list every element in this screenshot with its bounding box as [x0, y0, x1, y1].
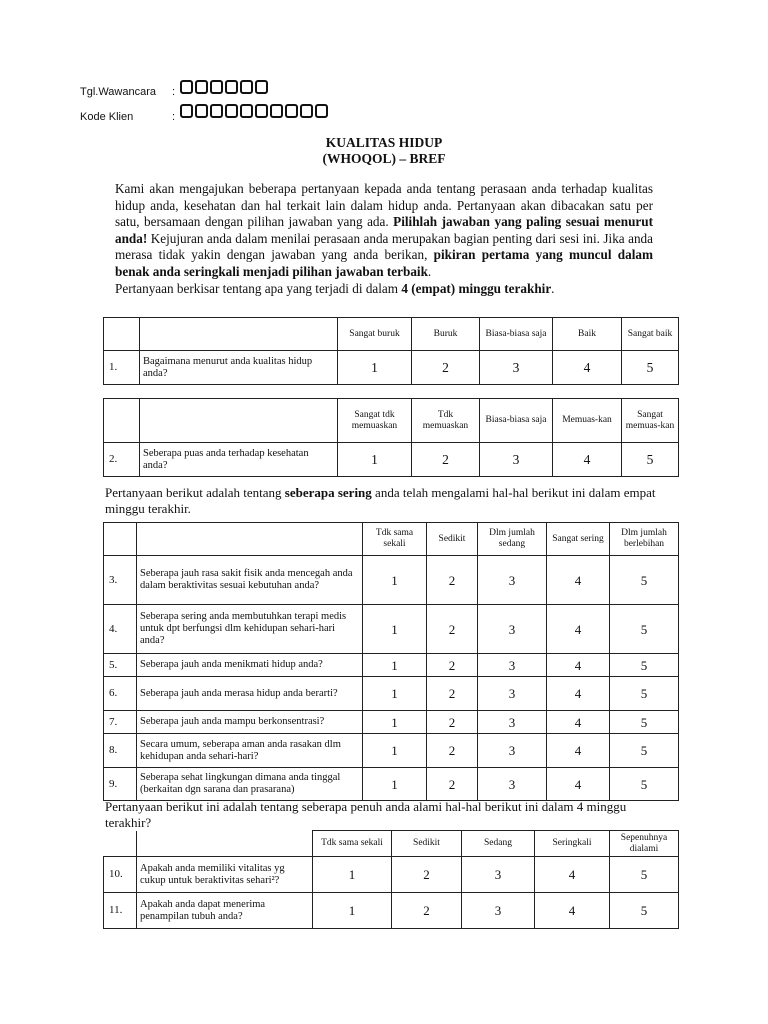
options-header-row: [104, 831, 679, 857]
answer-option[interactable]: 1: [363, 677, 427, 711]
code-box[interactable]: [180, 104, 193, 118]
option-label: Sedang: [462, 831, 535, 857]
question-table-4: [103, 830, 679, 929]
option-label: Baik: [553, 318, 622, 351]
answer-option[interactable]: 2: [427, 556, 478, 605]
question-number: 11.: [104, 893, 137, 929]
note-text: anda telah mengalami hal-hal berikut ini dalam empat minggu terakhir.: [105, 485, 656, 516]
answer-option[interactable]: 2: [427, 711, 478, 734]
answer-option[interactable]: 2: [392, 893, 462, 929]
section-note-frequency: [105, 485, 665, 517]
code-box[interactable]: [315, 104, 328, 118]
option-label: Sangat memuas-kan: [622, 399, 679, 443]
question-number: 7.: [104, 711, 137, 734]
question-table-3: [103, 522, 679, 801]
question-row: [104, 893, 679, 929]
answer-option[interactable]: 5: [610, 711, 679, 734]
question-number: 5.: [104, 654, 137, 677]
answer-option[interactable]: 3: [478, 677, 547, 711]
options-header-row: [104, 523, 679, 556]
question-text: Apakah anda dapat menerima penampilan tubuh anda?: [137, 893, 313, 929]
note-text: Pertanyaan berikut adalah tentang: [105, 485, 285, 500]
empty-cell: [104, 399, 140, 443]
intro-text-part: .: [551, 280, 555, 296]
note-emphasis: seberapa sering: [284, 485, 372, 500]
option-label: Seringkali: [535, 831, 610, 857]
empty-cell: [137, 523, 363, 556]
option-label: Sangat buruk: [338, 318, 412, 351]
document-title: KUALITAS HIDUP: [325, 135, 443, 150]
question-number: 6.: [104, 677, 137, 711]
question-number: 10.: [104, 857, 137, 893]
empty-cell: [104, 523, 137, 556]
question-number: 1.: [104, 351, 140, 385]
answer-option[interactable]: 5: [622, 351, 679, 385]
question-text: Seberapa sehat lingkungan dimana anda tinggal (berkaitan dgn sarana dan prasarana): [137, 768, 363, 801]
option-label: Sedikit: [427, 523, 478, 556]
empty-cell: [104, 831, 137, 857]
answer-option[interactable]: 2: [427, 677, 478, 711]
answer-option[interactable]: 2: [427, 734, 478, 768]
empty-cell: [140, 399, 338, 443]
date-box[interactable]: [240, 80, 253, 94]
option-label: Dlm jumlah berlebihan: [610, 523, 679, 556]
date-box[interactable]: [180, 80, 193, 94]
code-box[interactable]: [225, 104, 238, 118]
question-row: [104, 351, 679, 385]
question-text: Seberapa jauh anda menikmati hidup anda?: [137, 654, 363, 677]
answer-option[interactable]: 3: [478, 556, 547, 605]
intro-emphasis: Pilihlah jawaban yang paling sesuai menurut anda!: [115, 214, 654, 246]
answer-option[interactable]: 5: [610, 857, 679, 893]
answer-option[interactable]: 5: [610, 677, 679, 711]
answer-option[interactable]: 5: [610, 556, 679, 605]
answer-option[interactable]: 5: [610, 654, 679, 677]
answer-option[interactable]: 1: [363, 768, 427, 801]
answer-option[interactable]: 3: [478, 734, 547, 768]
intro-text-part: Kami akan mengajukan beberapa pertanyaan kepada anda tentang perasaan anda terhadap kualitas hidup anda, kesehatan dan hal terkait lain dalam hidup anda. Pertanyaan akan dibacakan satu per satu, bersamaan dengan pilihan jawaban yang ada.: [115, 181, 653, 230]
answer-option[interactable]: 3: [462, 857, 535, 893]
option-label: Dlm jumlah sedang: [478, 523, 547, 556]
question-row: [104, 734, 679, 768]
answer-option[interactable]: 4: [547, 768, 610, 801]
empty-cell: [104, 318, 140, 351]
question-text: Bagaimana menurut anda kualitas hidup anda?: [140, 351, 338, 385]
answer-option[interactable]: 3: [478, 768, 547, 801]
answer-option[interactable]: 5: [610, 734, 679, 768]
intro-emphasis: 4 (empat) minggu terakhir: [401, 280, 552, 296]
answer-option[interactable]: 3: [478, 605, 547, 654]
answer-option[interactable]: 3: [480, 351, 553, 385]
date-box[interactable]: [255, 80, 268, 94]
empty-cell: [137, 831, 313, 857]
answer-option[interactable]: 1: [338, 443, 412, 477]
date-label: Tgl.Wawancara: [80, 86, 157, 98]
answer-option[interactable]: 4: [547, 711, 610, 734]
intro-period-note: [115, 281, 653, 298]
answer-option[interactable]: 4: [535, 893, 610, 929]
question-text: Seberapa jauh rasa sakit fisik anda mencegah anda dalam beraktivitas sesuai kebutuhan anda?: [137, 556, 363, 605]
question-number: 2.: [104, 443, 140, 477]
question-number: 8.: [104, 734, 137, 768]
option-label: Buruk: [412, 318, 480, 351]
answer-option[interactable]: 5: [622, 443, 679, 477]
answer-option[interactable]: 2: [392, 857, 462, 893]
answer-option[interactable]: 4: [547, 556, 610, 605]
question-text: Seberapa puas anda terhadap kesehatan anda?: [140, 443, 338, 477]
question-text: Seberapa jauh anda mampu berkonsentrasi?: [137, 711, 363, 734]
question-table-1: [103, 317, 679, 385]
option-label: Tdk sama sekali: [363, 523, 427, 556]
option-label: Tdk memuaskan: [412, 399, 480, 443]
answer-option[interactable]: 1: [313, 857, 392, 893]
client-code-label: Kode Klien: [80, 111, 134, 123]
answer-option[interactable]: 1: [363, 556, 427, 605]
intro-text-part: Pertanyaan berkisar tentang apa yang terjadi di dalam: [115, 280, 402, 296]
option-label: Sangat baik: [622, 318, 679, 351]
answer-option[interactable]: 4: [553, 443, 622, 477]
code-box[interactable]: [285, 104, 298, 118]
question-row: [104, 654, 679, 677]
answer-option[interactable]: 1: [363, 605, 427, 654]
date-box[interactable]: [225, 80, 238, 94]
answer-option[interactable]: 4: [535, 857, 610, 893]
document-subtitle: (WHOQOL) – BREF: [322, 151, 446, 166]
question-number: 9.: [104, 768, 137, 801]
options-header-row: [104, 399, 679, 443]
question-text: Seberapa sering anda membutuhkan terapi medis untuk dpt berfungsi dlm kehidupan sehari-hari anda?: [137, 605, 363, 654]
question-text: Apakah anda memiliki vitalitas yg cukup untuk beraktivitas sehari²?: [137, 857, 313, 893]
answer-option[interactable]: 2: [427, 654, 478, 677]
date-input-boxes[interactable]: [180, 80, 268, 94]
answer-option[interactable]: 2: [412, 443, 480, 477]
answer-option[interactable]: 1: [313, 893, 392, 929]
code-box[interactable]: [210, 104, 223, 118]
answer-option[interactable]: 4: [547, 677, 610, 711]
code-colon: :: [172, 111, 176, 123]
question-row: [104, 857, 679, 893]
answer-option[interactable]: 3: [478, 654, 547, 677]
answer-option[interactable]: 1: [363, 654, 427, 677]
answer-option[interactable]: 5: [610, 605, 679, 654]
option-label: Sangat tdk memuaskan: [338, 399, 412, 443]
date-box[interactable]: [210, 80, 223, 94]
answer-option[interactable]: 2: [427, 605, 478, 654]
answer-option[interactable]: 1: [338, 351, 412, 385]
answer-option[interactable]: 2: [427, 768, 478, 801]
option-label: Biasa-biasa saja: [480, 318, 553, 351]
client-code-input-boxes[interactable]: [180, 104, 328, 118]
answer-option[interactable]: 4: [547, 605, 610, 654]
answer-option[interactable]: 3: [480, 443, 553, 477]
intro-emphasis: pikiran pertama yang muncul dalam benak anda seringkali menjadi pilihan jawaban terbaik: [115, 247, 653, 279]
answer-option[interactable]: 4: [547, 734, 610, 768]
question-table-2: [103, 398, 679, 477]
option-label: Sedikit: [392, 831, 462, 857]
section-note-intensity: Pertanyaan berikut ini adalah tentang seberapa penuh anda alami hal-hal berikut ini dalam 4 minggu terakhir?: [105, 799, 627, 830]
answer-option[interactable]: 5: [610, 768, 679, 801]
answer-option[interactable]: 3: [462, 893, 535, 929]
option-label: Tdk sama sekali: [313, 831, 392, 857]
intro-text-part: Kejujuran anda dalam menilai perasaan anda merupakan bagian penting dari sesi ini. Jika anda merasa tidak yakin dengan jawaban yang anda berikan,: [115, 230, 653, 263]
option-label: Sepenuhnya dialami: [610, 831, 679, 857]
answer-option[interactable]: 2: [412, 351, 480, 385]
question-text: Secara umum, seberapa aman anda rasakan dlm kehidupan anda sehari-hari?: [137, 734, 363, 768]
answer-option[interactable]: 1: [363, 711, 427, 734]
code-box[interactable]: [255, 104, 268, 118]
option-label: Memuas-kan: [553, 399, 622, 443]
option-label: Sangat sering: [547, 523, 610, 556]
code-box[interactable]: [195, 104, 208, 118]
question-text: Seberapa jauh anda merasa hidup anda berarti?: [137, 677, 363, 711]
answer-option[interactable]: 5: [610, 893, 679, 929]
question-row: [104, 556, 679, 605]
question-row: [104, 768, 679, 801]
answer-option[interactable]: 1: [363, 734, 427, 768]
code-box[interactable]: [240, 104, 253, 118]
answer-option[interactable]: 4: [547, 654, 610, 677]
intro-text-part: .: [427, 263, 432, 279]
empty-cell: [140, 318, 338, 351]
question-number: 3.: [104, 556, 137, 605]
question-number: 4.: [104, 605, 137, 654]
intro-text: [115, 181, 653, 297]
date-box[interactable]: [195, 80, 208, 94]
option-label: Biasa-biasa saja: [480, 399, 553, 443]
question-row: [104, 443, 679, 477]
options-header-row: [104, 318, 679, 351]
question-row: [104, 711, 679, 734]
date-colon: :: [172, 86, 176, 98]
answer-option[interactable]: 4: [553, 351, 622, 385]
code-box[interactable]: [300, 104, 313, 118]
question-row: [104, 677, 679, 711]
code-box[interactable]: [270, 104, 283, 118]
question-row: [104, 605, 679, 654]
intro-paragraph: [115, 181, 653, 281]
answer-option[interactable]: 3: [478, 711, 547, 734]
